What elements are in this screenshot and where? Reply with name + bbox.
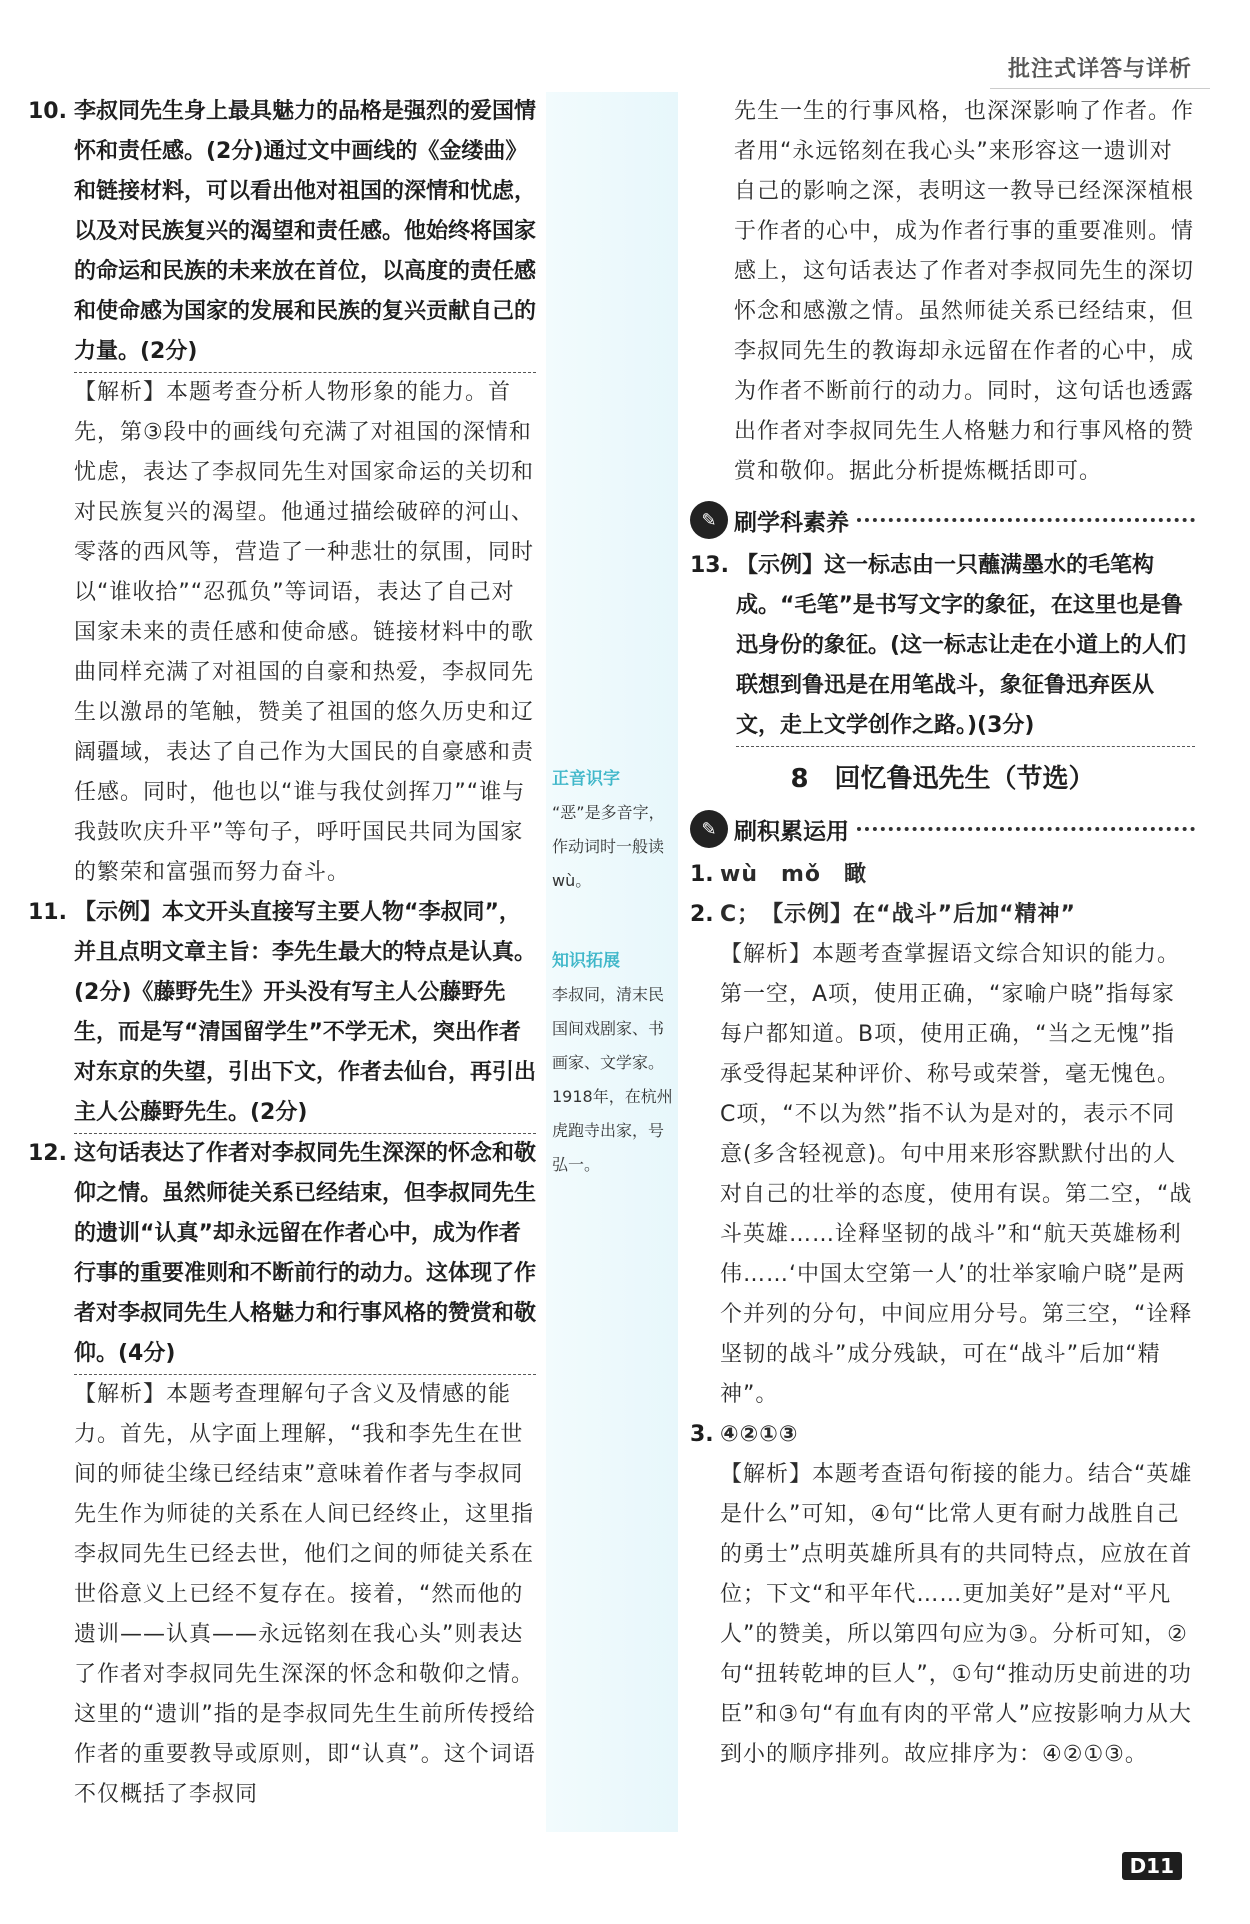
answer-text: 这句话表达了作者对李叔同先生深深的怀念和敬仰之情。虽然师徒关系已经结束，但李叔同先生的遗训“认真”却永远留在作者心中，成为作者行事的重要准则和不断前行的动力。这体现了作者对李叔同先生人格魅力和行事风格的赞赏和敬仰。(4分)	[74, 1134, 536, 1375]
section-title: 刷学科素养	[734, 509, 849, 536]
page-header: 批注式详答与详析	[1007, 57, 1192, 82]
question-2	[690, 895, 1195, 1415]
analysis-text: 【解析】本题考查分析人物形象的能力。首先，第③段中的画线句充满了对祖国的深情和忧虑，表达了李叔同先生对国家命运的关切和对民族复兴的渴望。他通过描绘破碎的河山、零落的西风等，营造了一种悲壮的氛围，同时以“谁收拾”“忍孤负”等词语，表达了自己对国家未来的责任感和使命感。链接材料中的歌曲同样充满了对祖国的自豪和热爱，李叔同先生以激昂的笔触，赞美了祖国的悠久历史和辽阔疆域，表达了自己作为大国民的自豪感和责任感。同时，他也以“谁与我仗剑挥刀”“谁与我鼓吹庆升平”等句子，呼吁国民共同为国家的繁荣和富强而努力奋斗。	[74, 380, 535, 885]
section-title: 刷积累运用	[734, 818, 849, 845]
section-divider	[857, 827, 1195, 831]
answer-text: 【示例】这一标志由一只蘸满墨水的毛笔构成。“毛笔”是书写文字的象征，在这里也是鲁迅身份的象征。(这一标志让走在小道上的人们联想到鲁迅是在用笔战斗，象征鲁迅弃医从文，走上文学创作之路。)(3分)	[736, 546, 1195, 747]
chapter-title: 8 回忆鲁迅先生（节选）	[790, 764, 1095, 794]
question-number: 11.	[28, 900, 67, 925]
page-number: D11	[1122, 1852, 1182, 1880]
question-3	[690, 1415, 1195, 1775]
margin-note-knowledge	[552, 944, 674, 1182]
question-12	[28, 1134, 536, 1815]
answer-text: 【示例】本文开头直接写主要人物“李叔同”，并且点明文章主旨：李先生最大的特点是认真。(2分)《藤野先生》开头没有写主人公藤野先生，而是写“清国留学生”不学无术，突出作者对东京的失望，引出下文，作者去仙台，再引出主人公藤野先生。(2分)	[74, 893, 536, 1134]
answer-text: 李叔同先生身上最具魅力的品格是强烈的爱国情怀和责任感。(2分)通过文中画线的《金缕曲》和链接材料，可以看出他对祖国的深情和忧虑，以及对民族复兴的渴望和责任感。他始终将国家的命运和民族的未来放在首位，以高度的责任感和使命感为国家的发展和民族的复兴贡献自己的力量。(2分)	[74, 92, 536, 373]
brush-icon: ✎	[690, 501, 728, 539]
question-12-continued	[690, 92, 1195, 492]
analysis-text: 【解析】本题考查理解句子含义及情感的能力。首先，从字面上理解，“我和李先生在世间的师徒尘缘已经结束”意味着作者与李叔同先生作为师徒的关系在人间已经终止，这里指李叔同先生已经去世，他们之间的师徒关系在世俗意义上已经不复存在。接着，“然而他的遗训——认真——永远铭刻在我心头”则表达了作者对李叔同先生深深的怀念和敬仰之情。这里的“遗训”指的是李叔同先生生前所传授给作者的重要教导或原则，即“认真”。这个词语不仅概括了李叔同	[74, 1382, 536, 1807]
section-heading-subject-literacy	[690, 500, 1195, 540]
question-1	[690, 855, 1195, 895]
analysis-text: 先生一生的行事风格，也深深影响了作者。作者用“永远铭刻在我心头”来形容这一遗训对自己的影响之深，表明这一教导已经深深植根于作者的心中，成为作者行事的重要准则。情感上，这句话表达了作者对李叔同先生的深切怀念和感激之情。虽然师徒关系已经结束，但李叔同先生的教诲却永远留在作者的心中，成为作者不断前行的动力。同时，这句话也透露出作者对李叔同先生人格魅力和行事风格的赞赏和敬仰。据此分析提炼概括即可。	[734, 99, 1195, 484]
answer-text: ④②①③	[720, 1422, 799, 1447]
header-rule	[990, 88, 1210, 89]
question-number: 13.	[690, 553, 729, 578]
answer-text: C； 【示例】在“战斗”后加“精神”	[720, 902, 1076, 927]
question-10	[28, 92, 536, 893]
answer-text: wù mǒ 瞰	[720, 862, 868, 887]
question-number: 12.	[28, 1141, 67, 1166]
margin-note-pronunciation	[552, 762, 674, 898]
note-tag: 知识拓展	[552, 951, 620, 971]
question-number: 2.	[690, 902, 714, 927]
analysis-text: 【解析】本题考查语句衔接的能力。结合“英雄是什么”可知，④句“比常人更有耐力战胜自己的勇士”点明英雄所具有的共同特点，应放在首位；下文“和平年代……更加美好”是对“平凡人”的赞美，所以第四句应为③。分析可知，②句“扭转乾坤的巨人”，①句“推动历史前进的功臣”和③句“有血有肉的平常人”应按影响力从大到小的顺序排列。故应排序为：④②①③。	[720, 1462, 1193, 1767]
note-tag: 正音识字	[552, 769, 620, 789]
note-text: 李叔同，清末民国间戏剧家、书画家、文学家。1918年，在杭州虎跑寺出家，号弘一。	[552, 985, 673, 1174]
question-13	[690, 546, 1195, 747]
section-heading-accumulation	[690, 809, 1195, 849]
question-number: 10.	[28, 99, 67, 124]
right-column	[690, 92, 1195, 1775]
analysis-text: 【解析】本题考查掌握语文综合知识的能力。第一空，A项，使用正确，“家喻户晓”指每家每户都知道。B项，使用正确，“当之无愧”指承受得起某种评价、称号或荣誉，毫无愧色。C项，“不以为然”指不认为是对的，表示不同意(多含轻视意)。句中用来形容默默付出的人对自己的壮举的态度，使用有误。第二空，“战斗英雄……诠释坚韧的战斗”和“航天英雄杨利伟……‘中国太空第一人’的壮举家喻户晓”是两个并列的分句，中间应用分号。第三空，“诠释坚韧的战斗”成分残缺，可在“战斗”后加“精神”。	[720, 942, 1193, 1407]
left-column	[28, 92, 536, 1815]
question-number: 1.	[690, 862, 714, 887]
note-text: “恶”是多音字，作动词时一般读 wù。	[552, 803, 665, 890]
section-divider	[857, 518, 1195, 522]
brush-icon: ✎	[690, 810, 728, 848]
question-number: 3.	[690, 1422, 714, 1447]
question-11	[28, 893, 536, 1134]
